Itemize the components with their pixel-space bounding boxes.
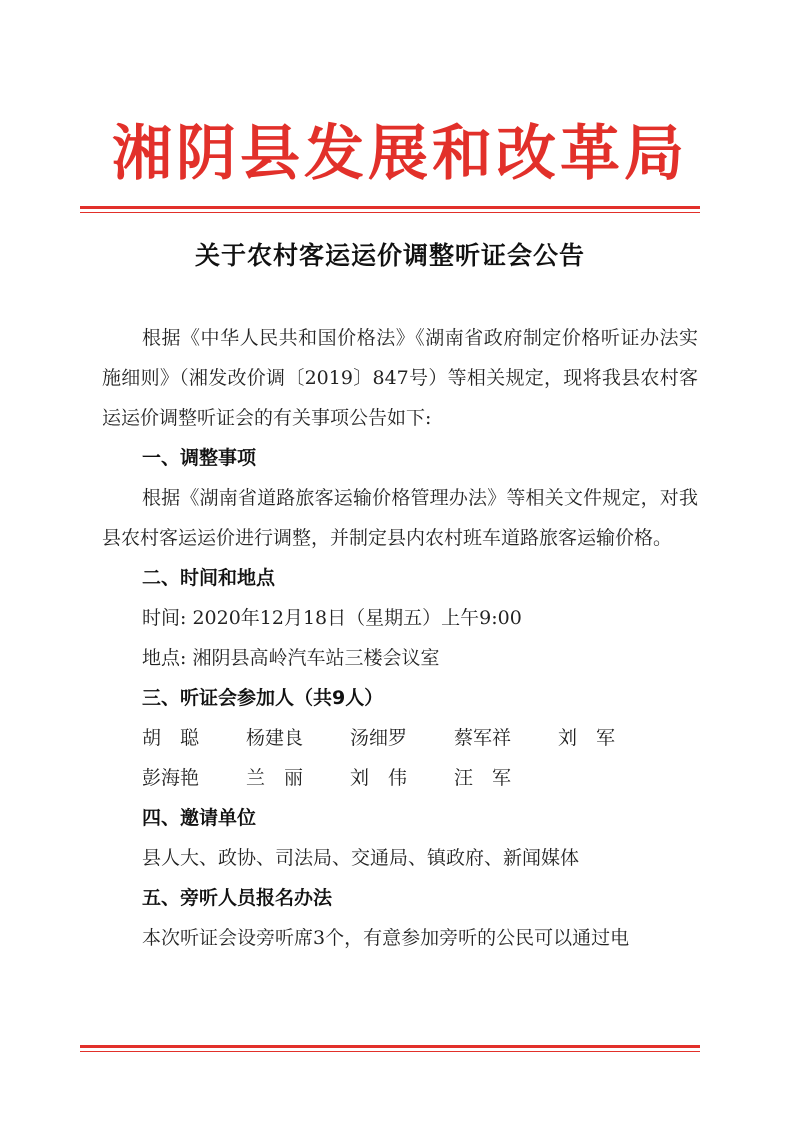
section-heading-adjustment: 一、调整事项	[142, 447, 257, 469]
masthead-divider-thin	[80, 212, 700, 213]
intro-paragraph: 根据《中华人民共和国价格法》《湖南省政府制定价格听证办法实施细则》（湘发改价调〔2019〕847号）等相关规定，现将我县农村客运运价调整听证会的有关事项公告如下:	[102, 327, 698, 429]
participant-name: 蔡军祥	[454, 727, 512, 749]
place-line: 地点: 湘阴县高岭汽车站三楼会议室	[142, 647, 440, 669]
participant-name: 刘 军	[558, 727, 616, 749]
section-heading-participants: 三、听证会参加人（共9人）	[142, 687, 384, 709]
adjustment-paragraph: 根据《湖南省道路旅客运输价格管理办法》等相关文件规定，对我县农村客运运价进行调整，并制定县内农村班车道路旅客运输价格。	[102, 487, 698, 549]
section-heading-audience-registration: 五、旁听人员报名办法	[142, 887, 333, 909]
invited-units-line: 县人大、政协、司法局、交通局、镇政府、新闻媒体	[142, 847, 580, 869]
notice-body	[102, 318, 698, 958]
participant-name: 汤细罗	[350, 727, 408, 749]
notice-title: 关于农村客运运价调整听证会公告	[194, 241, 585, 270]
audience-registration-paragraph: 本次听证会设旁听席3个，有意参加旁听的公民可以通过电	[142, 927, 630, 949]
participants-row-2	[102, 758, 698, 798]
footer-divider-thin	[80, 1051, 700, 1052]
masthead-divider-thick	[80, 206, 700, 209]
masthead-divider	[80, 206, 700, 213]
participant-name: 彭海艳	[142, 767, 200, 789]
participant-name: 胡 聪	[142, 727, 200, 749]
time-line: 时间: 2020年12月18日（星期五）上午9:00	[142, 607, 522, 629]
agency-masthead: 湘阴县发展和改革局	[112, 119, 688, 189]
participant-name: 杨建良	[246, 727, 304, 749]
section-heading-time-place: 二、时间和地点	[142, 567, 276, 589]
footer-divider	[80, 1045, 700, 1052]
participant-name: 刘 伟	[350, 767, 408, 789]
participant-name: 汪 军	[454, 767, 512, 789]
participants-row-1	[102, 718, 698, 758]
footer-divider-thick	[80, 1045, 700, 1048]
participant-name: 兰 丽	[246, 767, 304, 789]
section-heading-invited-units: 四、邀请单位	[142, 807, 257, 829]
